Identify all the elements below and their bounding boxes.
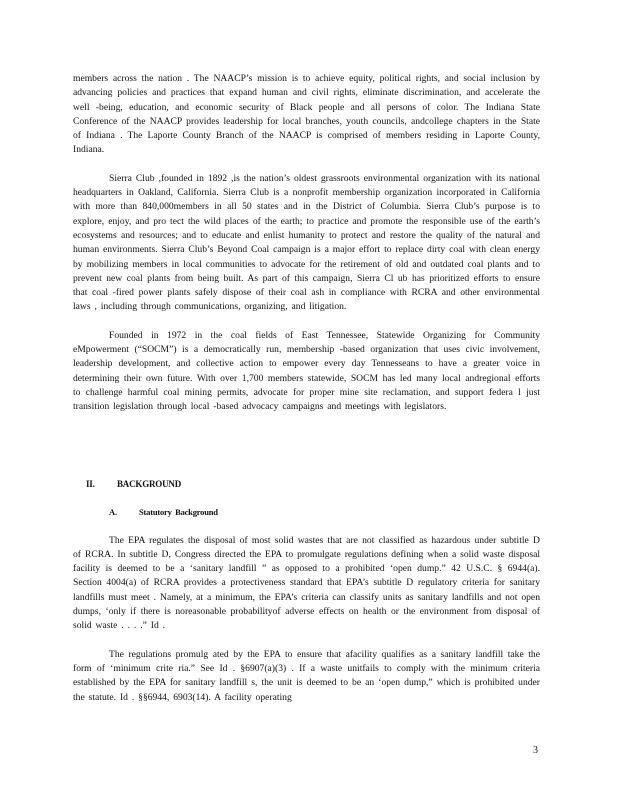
subsection-number: A. — [109, 507, 117, 518]
section-heading — [73, 477, 540, 491]
subsection-title: Statutory Background — [139, 507, 218, 518]
body-text-bottom — [73, 477, 540, 719]
paragraph-naacp: members across the nation . The NAACP’s mission is to achieve equity, political rights, and social inclusion by advancing policies and practices that expand human and civil rights, eliminate discrimination, and accelerate the well -being, education, and economic security of Black people and all persons of color. The Indiana State Conference of the NAACP provides leadership for local branches, youth councils, andcollege chapters in the State of Indiana . The Laporte County Branch of the NAACP is comprised of members residing in Laporte County, Indiana. — [73, 73, 540, 156]
subsection-heading — [73, 505, 540, 519]
section-number: II. — [86, 479, 95, 489]
section-title: BACKGROUND — [117, 479, 182, 489]
body-text-top — [73, 72, 540, 429]
paragraph-socm: Founded in 1972 in the coal fields of East Tennessee, Statewide Organizing for Community eMpowerment (“SOCM”) is a democratically run, membership -based organization that uses civic involvement, leadership development, and collective action to empower every day Tennesseans to have a greater voice in determining their own future. With over 1,700 members statewide, SOCM has led many local andregional efforts to challenge harmful coal mining permits, advocate for proper mine site reclamation, and support federa l just transition legislation through local -based advocacy campaigns and meetings with legislators. — [73, 329, 540, 413]
page-number: 3 — [533, 745, 538, 756]
paragraph-sierra-club: Sierra Club ,founded in 1892 ,is the nation’s oldest grassroots environmental organization with its national headquarters in Oakland, California. Sierra Club is a nonprofit membership organization incorporated in California with more than 840,000members in all 50 states and in the District of Columbia. Sierra Club’s purpose is to explore, enjoy, and pro tect the wild places of the earth; to practice and promote the responsible use of the earth’s ecosystems and resources; and to educate and enlist humanity to protect and restore the quality of the natural and human environments. Sierra Club’s Beyond Coal campaign is a major effort to replace dirty coal with clean energy by mobilizing members in local communities to advocate for the retirement of old and outdated coal plants and to prevent new coal plants from being built. As part of this campaign, Sierra Cl ub has prioritized efforts to ensure that coal -fired power plants safely dispose of their coal ash in compliance with RCRA and other environmental laws , including through communications, organizing, and litigation. — [73, 172, 540, 313]
paragraph-minimum-criteria: The regulations promulg ated by the EPA to ensure that afacility qualifies as a sanitary landfill take the form of ‘minimum crite ria.” See Id . §6907(a)(3) . If a waste unitfails to comply with the minimum criteria established by the EPA for sanitary landfill s, the unit is deemed to be an ‘open dump,” which is prohibited under the statute. Id . §§6944, 6903(14). A facility operating — [73, 648, 540, 703]
paragraph-epa-regulates: The EPA regulates the disposal of most solid wastes that are not classified as hazardous under subtitle D of RCRA. In subtitle D, Congress directed the EPA to promulgate regulations defining when a solid waste disposal facility is deemed to be a ‘sanitary landfill ” as opposed to a prohibited ‘open dump.” 42 U.S.C. § 6944(a). Section 4004(a) of RCRA provides a protectiveness standard that EPA’s subtitle D regulatory criteria for sanitary landfills must meet . Namely, at a minimum, the EPA’s criteria can classify units as sanitary landfills and not open dumps, ‘only if there is noreasonable probabilityof adverse effects on health or the environment from disposal of solid waste . . . .” Id . — [73, 534, 540, 632]
